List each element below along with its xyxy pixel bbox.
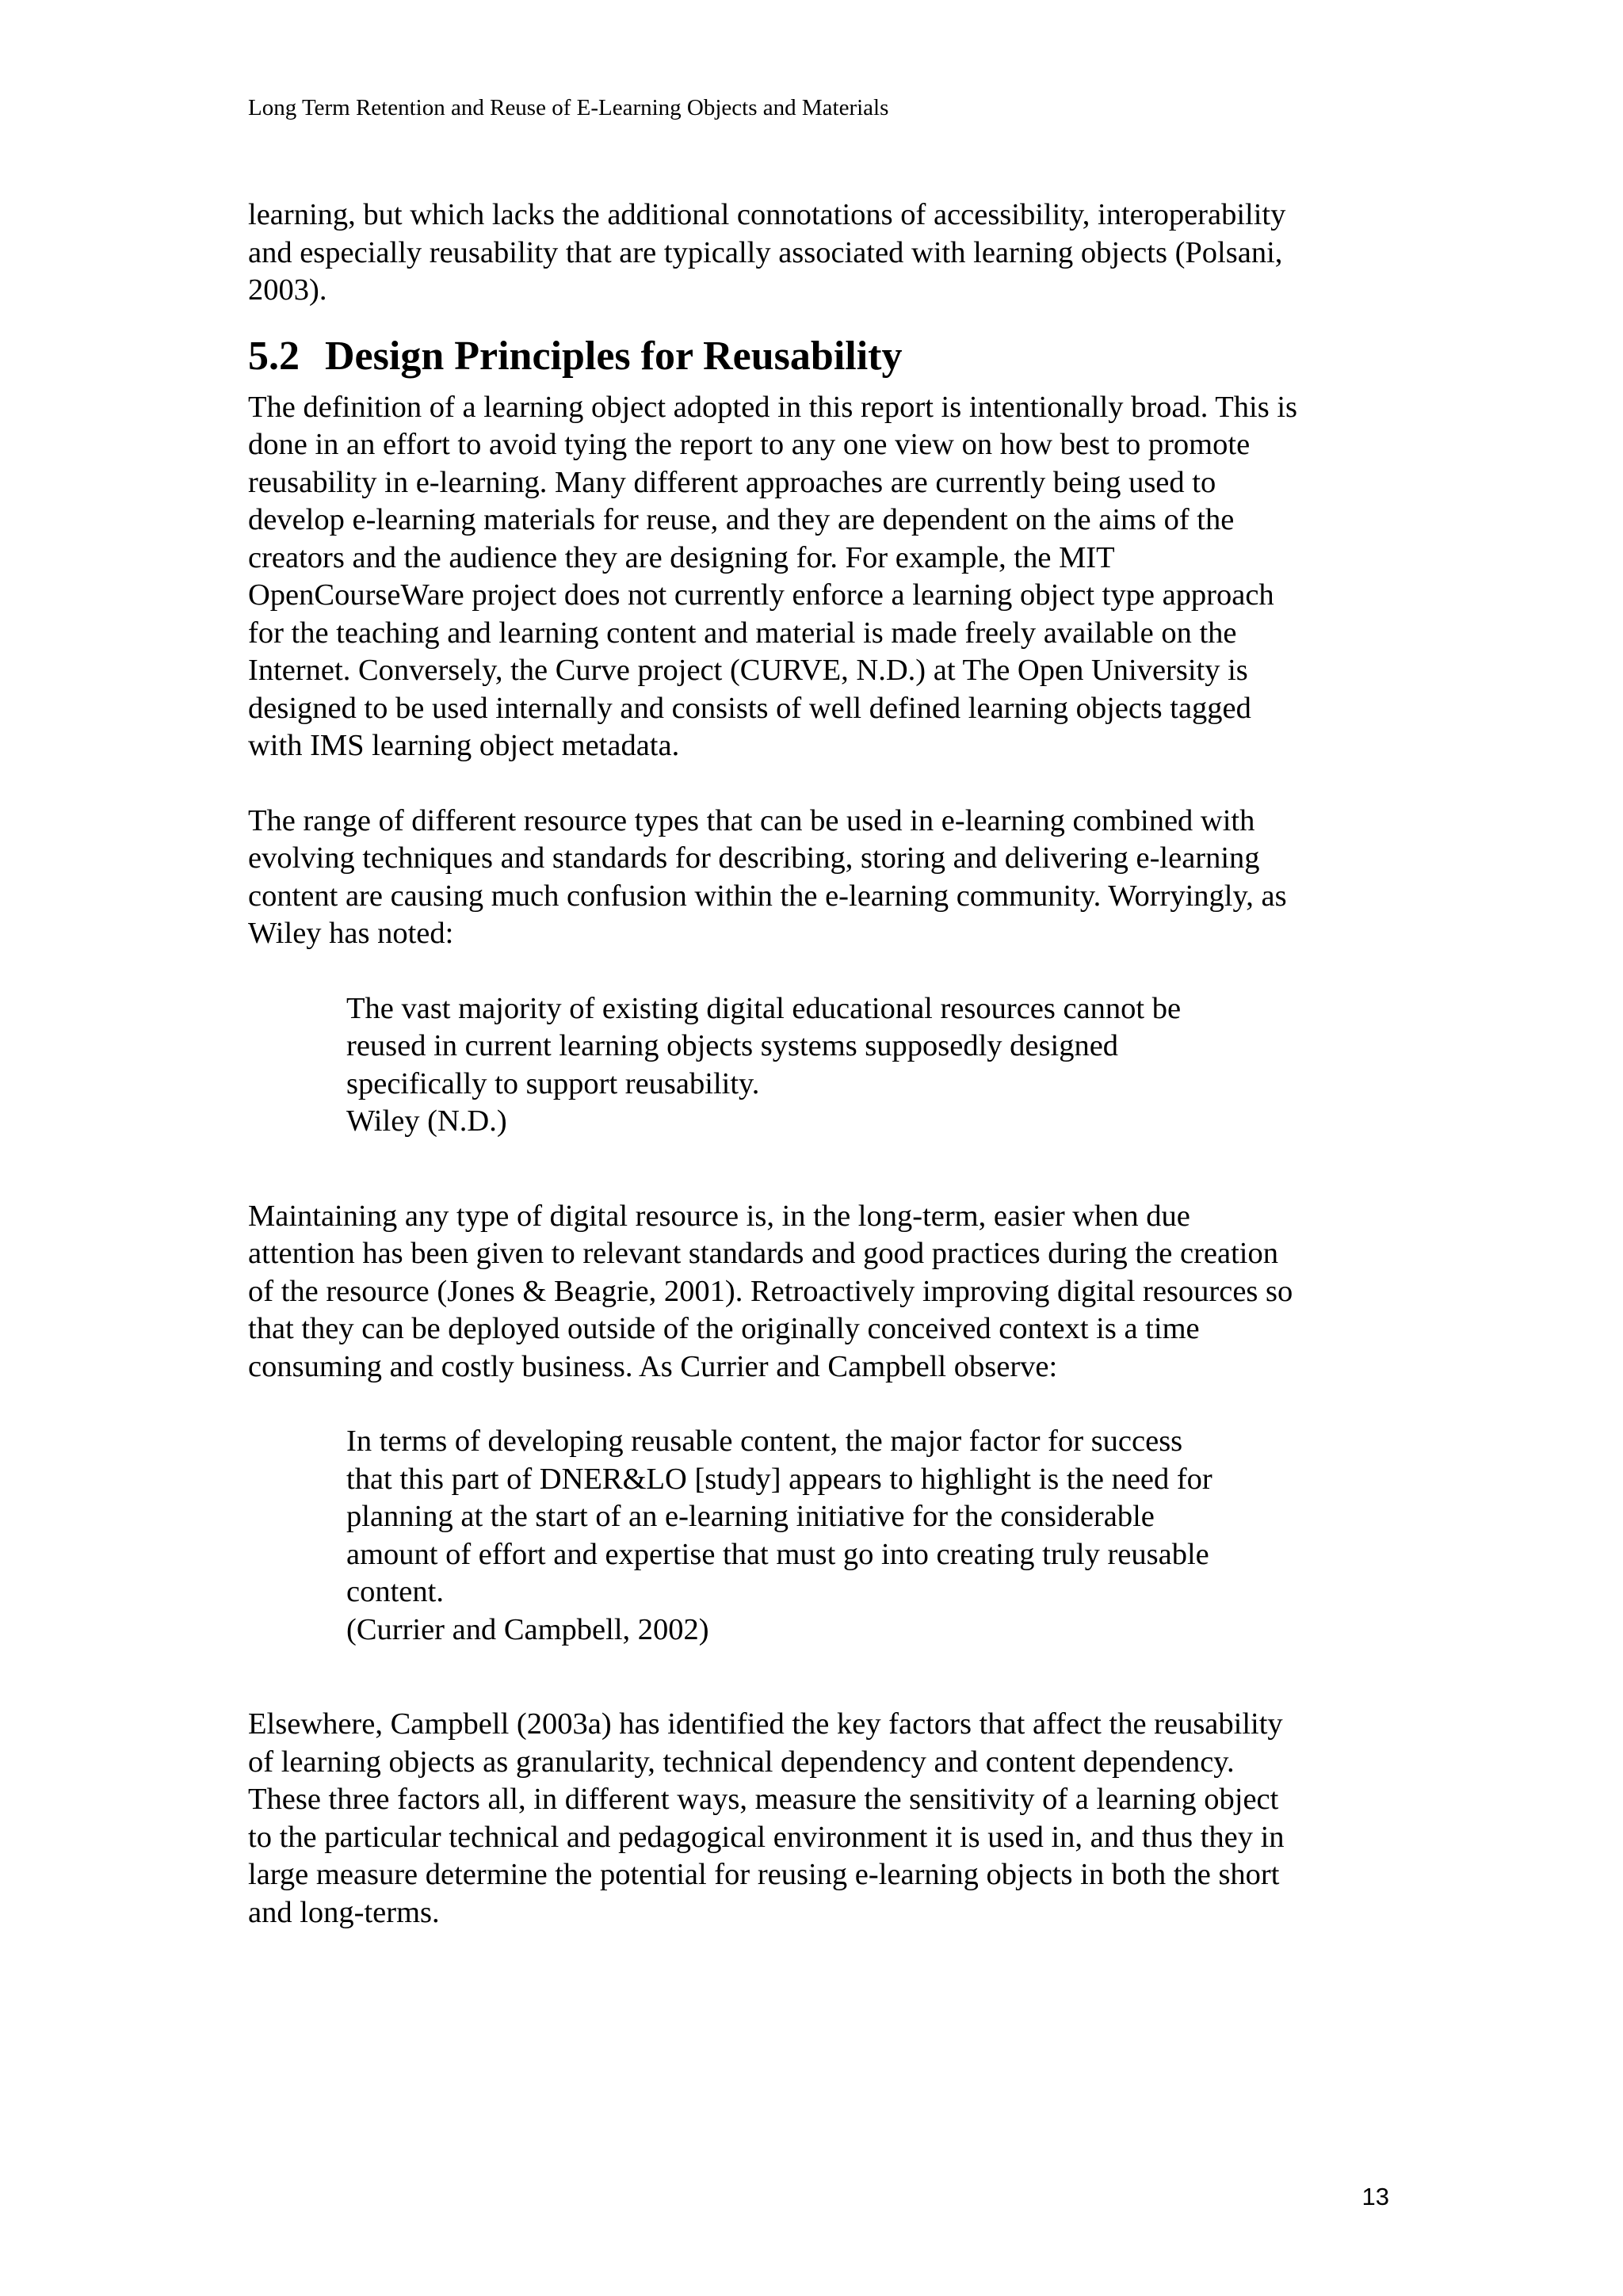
text-line: consuming and costly business. As Currier and Campbell observe:	[248, 1349, 1058, 1383]
page-number: 13	[1361, 2183, 1389, 2210]
text-line: The range of different resource types that can be used in e-learning combined with	[248, 803, 1255, 837]
text-line: Internet. Conversely, the Curve project (CURVE, N.D.) at The Open University is	[248, 654, 1248, 687]
text-line: develop e-learning materials for reuse, and they are dependent on the aims of the	[248, 503, 1235, 536]
text-line: reusability in e-learning. Many different approaches are currently being used to	[248, 465, 1216, 499]
paragraph-definition	[248, 389, 1397, 765]
text-line: of the resource (Jones & Beagrie, 2001). Retroactively improving digital resources so	[248, 1274, 1293, 1308]
quote-line: content.	[346, 1575, 444, 1608]
block-quote-currier-campbell	[346, 1423, 1397, 1649]
text-line: evolving techniques and standards for describing, storing and delivering e-learning	[248, 841, 1260, 875]
quote-line: The vast majority of existing digital educational resources cannot be	[346, 991, 1182, 1025]
section-heading	[248, 329, 1397, 384]
text-line: to the particular technical and pedagogical environment it is used in, and thus they in	[248, 1820, 1285, 1854]
text-line: attention has been given to relevant standards and good practices during the creation	[248, 1237, 1278, 1270]
section-number: 5.2	[248, 333, 300, 379]
paragraph-resource-types	[248, 803, 1397, 953]
text-line: content are causing much confusion within the e-learning community. Worryingly, as	[248, 879, 1287, 913]
text-line: 2003).	[248, 273, 327, 307]
text-line: Maintaining any type of digital resource is, in the long-term, easier when due	[248, 1199, 1190, 1233]
block-quote-wiley	[346, 990, 1397, 1141]
quote-line: specifically to support reusability.	[346, 1066, 760, 1100]
text-line: designed to be used internally and consists of well defined learning objects tagged	[248, 691, 1251, 725]
quote-line: In terms of developing reusable content, the major factor for success	[346, 1425, 1183, 1458]
text-line: The definition of a learning object adopted in this report is intentionally broad. This is	[248, 390, 1298, 424]
paragraph-maintaining	[248, 1198, 1397, 1386]
text-line: Wiley has noted:	[248, 917, 454, 950]
text-line: and especially reusability that are typically associated with learning objects (Polsani,	[248, 235, 1283, 269]
text-line: OpenCourseWare project does not currently enforce a learning object type approach	[248, 578, 1274, 612]
page-body	[248, 196, 1397, 1932]
quote-line: reused in current learning objects systems supposedly designed	[346, 1029, 1119, 1062]
quote-line: amount of effort and expertise that must go into creating truly reusable	[346, 1537, 1209, 1571]
quote-attribution: Wiley (N.D.)	[346, 1104, 507, 1138]
paragraph-intro-continuation	[248, 196, 1397, 310]
text-line: Elsewhere, Campbell (2003a) has identified the key factors that affect the reusability	[248, 1707, 1283, 1741]
text-line: large measure determine the potential for reusing e-learning objects in both the short	[248, 1858, 1280, 1891]
section-title: Design Principles for Reusability	[325, 333, 903, 379]
text-line: for the teaching and learning content and material is made freely available on the	[248, 616, 1237, 650]
text-line: of learning objects as granularity, technical dependency and content dependency.	[248, 1745, 1235, 1779]
text-line: creators and the audience they are designing for. For example, the MIT	[248, 540, 1115, 574]
text-line: These three factors all, in different ways, measure the sensitivity of a learning object	[248, 1783, 1279, 1816]
text-line: that they can be deployed outside of the originally conceived context is a time	[248, 1312, 1200, 1345]
text-line: done in an effort to avoid tying the report to any one view on how best to promote	[248, 428, 1251, 461]
text-line: with IMS learning object metadata.	[248, 729, 680, 762]
text-line: and long-terms.	[248, 1895, 440, 1929]
quote-line: planning at the start of an e-learning initiative for the considerable	[346, 1500, 1155, 1533]
quote-attribution: (Currier and Campbell, 2002)	[346, 1612, 709, 1646]
text-line: learning, but which lacks the additional connotations of accessibility, interoperability	[248, 198, 1286, 231]
paragraph-elsewhere	[248, 1706, 1397, 1932]
running-header: Long Term Retention and Reuse of E-Learning Objects and Materials	[248, 95, 889, 120]
quote-line: that this part of DNER&LO [study] appears to highlight is the need for	[346, 1462, 1212, 1496]
